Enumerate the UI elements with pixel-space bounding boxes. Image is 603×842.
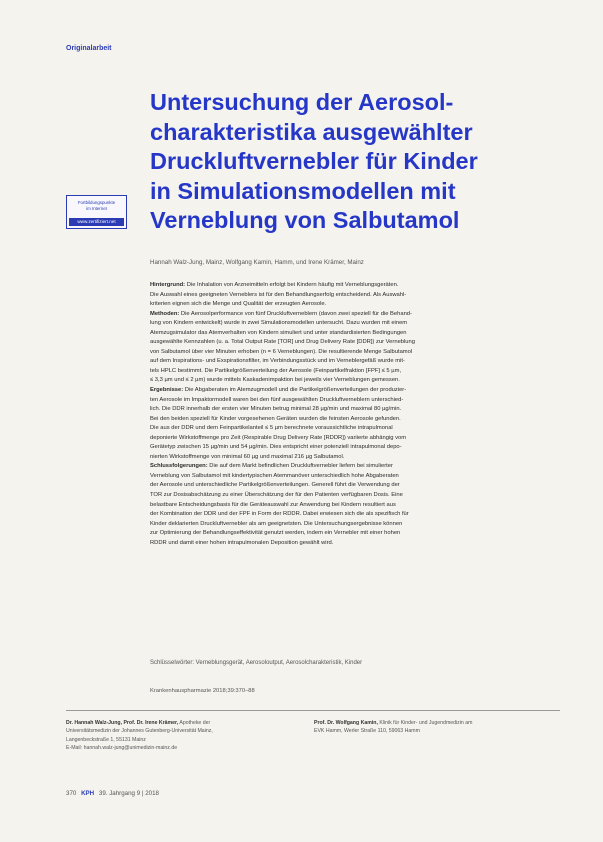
abstract-text: Die auf dem Markt befindlichen Druckluftvernebler liefern bei simulierter [207, 463, 393, 470]
cme-badge [66, 195, 127, 229]
abstract-text: tels HPLC bestimmt. Die Partikelgrößenverteilung der Aerosole (Feinpartikelfraktion [FPF] ≤ 5 µm, [150, 367, 402, 374]
affiliation-line [66, 736, 213, 744]
abstract-line [150, 300, 560, 310]
abstract-text: Atemzugsimulator das Atemverhalten von Kindern simuliert und unter standardisierten Bedingungen [150, 329, 407, 336]
abstract-text: Gerätetyp zwischen 15 µg/min und 54 µg/min. Dies entspricht einer potenziell intrapulmonal depo- [150, 444, 402, 451]
affiliation-text: EVK Hamm, Werler Straße 110, 59063 Hamm [314, 728, 420, 735]
abstract-text: Die Auswahl eines geeigneten Verneblers ist für den Behandlungserfolg entscheidend. Als Auswahl- [150, 291, 407, 298]
abstract-text: ten Aerosole im Impaktormodell waren bei den fünf ausgewählten Druckluftverneblern unterschied- [150, 396, 404, 403]
abstract-line [150, 367, 560, 377]
abstract-line [150, 338, 560, 348]
citation: Krankenhauspharmazie 2018;39:370–88 [150, 688, 255, 694]
title-line: Druckluftvernebler für Kinder [150, 148, 478, 174]
authors: Hannah Walz-Jung, Mainz, Wolfgang Kamin, Hamm, und Irene Krämer, Mainz [150, 259, 364, 266]
affiliation-text: Klinik für Kinder- und Jugendmedizin am [377, 720, 473, 726]
abstract-text: Bei den beiden speziell für Kinder vorgesehenen Geräten wurden die feinsten Aerosole gefunden. [150, 415, 401, 422]
affiliation-line [314, 727, 472, 735]
abstract-line [150, 443, 560, 453]
abstract-line [150, 434, 560, 444]
affiliation-label: Prof. Dr. Wolfgang Kamin, [314, 720, 378, 726]
abstract-text: auf dem Inspirations- und Exspirationsfilter, im Verbindungsstück und im Verneblergefäß wurde mit- [150, 358, 405, 365]
abstract-line [150, 329, 560, 339]
badge-url: www.zertifiziert.net [69, 218, 124, 226]
abstract-text: lung von Kindern entwickelt) wurde in zwei Simulationsmodellen untersucht. Dazu wurden mit einem [150, 320, 408, 327]
affiliation-line [66, 744, 213, 752]
abstract-text: TOR zur Dosisabschätzung zu einer Überschätzung der für den Patienten verfügbaren Dosis. Eine [150, 492, 403, 499]
abstract-line [150, 501, 560, 511]
abstract-text: der Kombination der DDR und der FPF in Form der RDDR. Dabei erwiesen sich die als spezifisch für [150, 511, 409, 518]
article-title [150, 88, 570, 236]
abstract-line [150, 291, 560, 301]
page-number: 370 [66, 790, 77, 797]
abstract-line [150, 481, 560, 491]
abstract-text: Die Abgaberaten im Atemzugmodell und die Partikelgrößenverteilungen der produzier- [183, 387, 407, 394]
abstract-line [150, 319, 560, 329]
affiliation-line [66, 719, 213, 727]
abstract-label: Hintergrund: [150, 282, 186, 288]
journal-abbr: KPH [81, 790, 95, 797]
abstract-text: der Aerosole und unterschiedliche Partikelgrößenverteilungen. Generell führt die Verwendung der [150, 482, 400, 489]
abstract-line [150, 415, 560, 425]
abstract-text: RDDR und damit einer hohen intrapulmonalen Deposition gewählt wird. [150, 539, 334, 546]
affiliation-text: Apotheke der [178, 720, 211, 726]
abstract-text: Kinder deklarierten Druckluftvernebler als am geeignetsten. Die Untersuchungsergebnisse können [150, 520, 403, 527]
divider [66, 710, 560, 711]
title-line: Verneblung von Salbutamol [150, 207, 460, 233]
abstract-line [150, 491, 560, 501]
abstract-label: Methoden: [150, 310, 180, 317]
abstract-line [150, 405, 560, 415]
abstract-text: nierten Wirkstoffmenge von minimal 60 µg und maximal 216 µg Salbutamol. [150, 453, 345, 460]
affiliation-text: E-Mail: hannah.walz-jung@unimedizin-mainz.de [66, 745, 178, 752]
abstract-line [150, 357, 560, 367]
keywords: Schlüsselwörter: Verneblungsgerät, Aerosoloutput, Aerosolcharakteristik, Kinder [150, 660, 363, 666]
abstract-line [150, 281, 560, 291]
abstract-line [150, 386, 560, 396]
abstract-text: Verneblung von Salbutamol mit kindertypischen Atemmanöver unterschiedlich hohe Abgaberaten [150, 472, 399, 479]
abstract-line [150, 310, 560, 320]
abstract-line [150, 510, 560, 520]
abstract [150, 281, 560, 548]
affiliation-left [66, 719, 213, 753]
abstract-text: belastbare Entscheidungsbasis für die Geräteauswahl zur Anwendung bei Kindern resultiert aus [150, 501, 396, 508]
title-line: Untersuchung der Aerosol- [150, 89, 454, 115]
affiliation-text: Universitätsmedizin der Johannes Gutenberg-Universität Mainz, [66, 728, 213, 735]
abstract-text: Die aus der DDR und dem Feinpartikelanteil ≤ 5 µm berechnete voraussichtliche intrapulmonal [150, 425, 393, 432]
article-category: Originalarbeit [66, 45, 112, 52]
abstract-label: Ergebnisse: [150, 387, 184, 394]
title-line: charakteristika ausgewählter [150, 118, 473, 145]
abstract-line [150, 424, 560, 434]
abstract-line [150, 462, 560, 472]
abstract-line [150, 453, 560, 463]
badge-line-1: Fortbildungspunkte [77, 200, 116, 205]
abstract-text: von Salbutamol über vier Minuten erhoben (n = 6 Verneblungen). Die resultierende Menge Salbutamol [150, 348, 413, 355]
badge-line-2: im Internet [86, 206, 107, 211]
abstract-text: lich. Die DDR innerhalb der ersten vier Minuten betrug minimal 28 µg/min und maximal 80 µg/min. [150, 406, 402, 413]
affiliation-right [314, 719, 472, 736]
title-line: in Simulationsmodellen mit [150, 177, 456, 204]
abstract-line [150, 520, 560, 530]
abstract-line [150, 529, 560, 539]
abstract-line [150, 396, 560, 406]
abstract-text: ≤ 3,3 µm und ≤ 2 µm) wurde mittels Kaskadenimpaktion bei jeweils vier Verneblungen gemessen. [150, 377, 400, 384]
issue-info: 39. Jahrgang 9 | 2018 [98, 790, 159, 797]
abstract-line [150, 472, 560, 482]
abstract-line [150, 376, 560, 386]
abstract-text: Die Aerosolperformance von fünf Druckluftverneblern (davon zwei speziell für die Behand- [179, 310, 412, 317]
abstract-line [150, 539, 560, 549]
abstract-text: zur Optimierung der Behandlungseffektivität genutzt werden, indem ein Vernebler mit einer hohen [150, 530, 401, 537]
abstract-text: kriterien eignen sich die Menge und Qualität der erzeugten Aerosole. [150, 301, 327, 308]
abstract-text: deponierte Wirkstoffmenge pro Zeit (Respirable Drug Delivery Rate [RDDR]) variierte abhängig vom [150, 434, 407, 441]
affiliation-line [66, 727, 213, 735]
affiliation-line [314, 719, 472, 727]
page-footer [66, 790, 159, 797]
abstract-text: Die Inhalation von Arzneimitteln erfolgt bei Kindern häufig mit Verneblungsgeräten. [185, 282, 399, 288]
abstract-label: Schlussfolgerungen: [150, 463, 208, 470]
affiliation-text: Langenbeckstraße 1, 55131 Mainz [66, 736, 146, 743]
abstract-line [150, 348, 560, 358]
affiliation-label: Dr. Hannah Walz-Jung, Prof. Dr. Irene Krämer, [66, 720, 179, 726]
abstract-text: ausgewählte Kennzahlen (u. a. Total Output Rate [TOR] und Drug Delivery Rate [DDR]) zur Verneblung [150, 339, 415, 346]
